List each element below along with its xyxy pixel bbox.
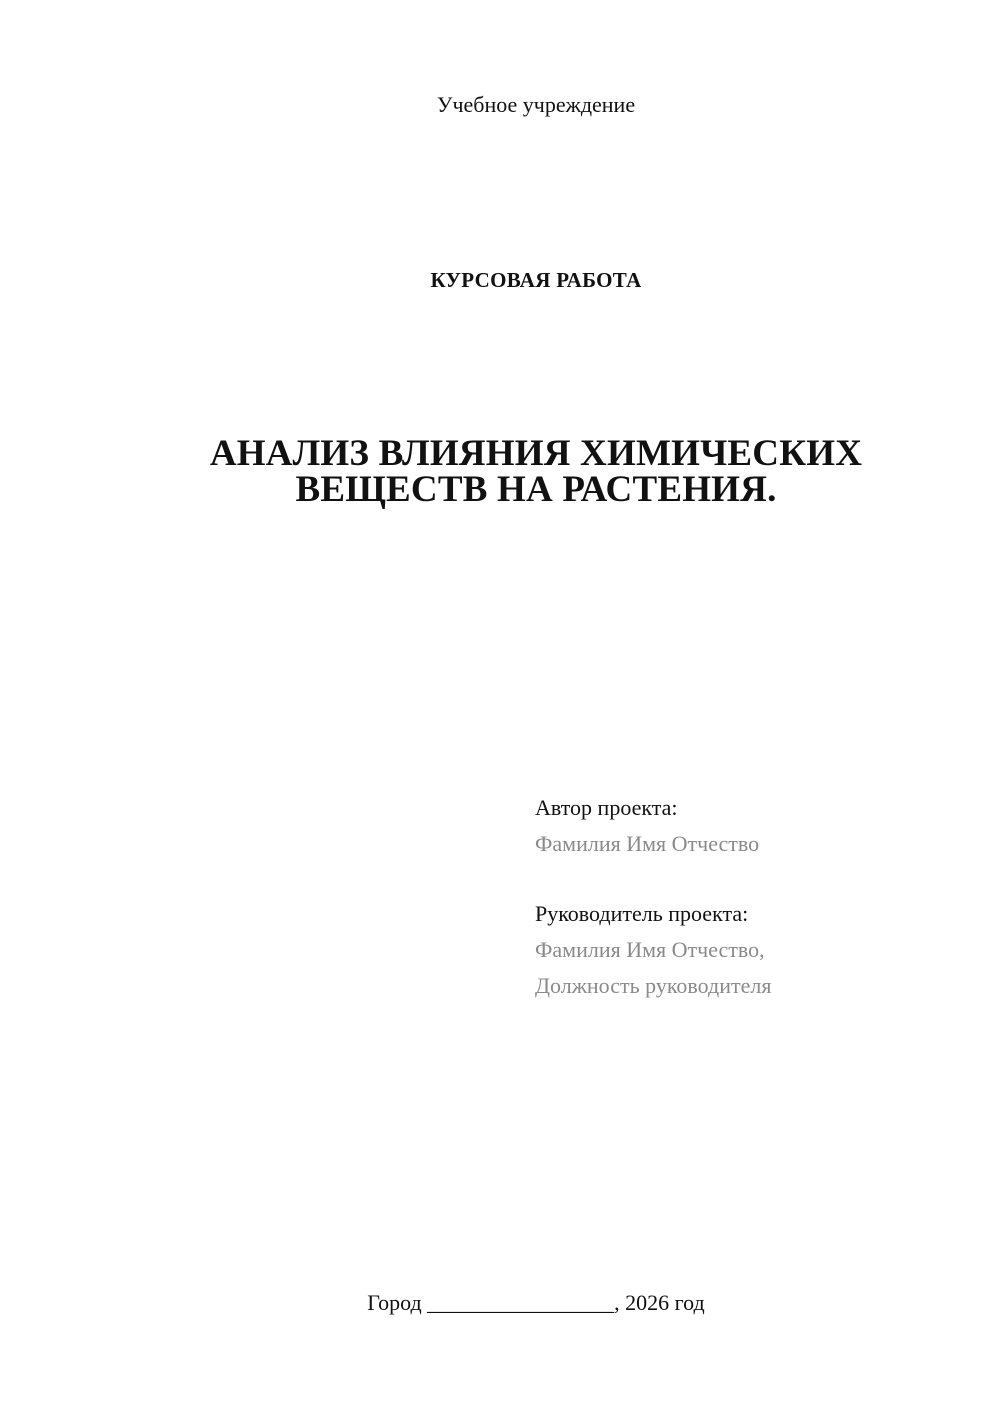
- title-line-2: ВЕЩЕСТВ НА РАСТЕНИЯ.: [295, 469, 777, 510]
- title-line-1: АНАЛИЗ ВЛИЯНИЯ ХИМИЧЕСКИХ: [209, 433, 863, 474]
- credits-block: [535, 790, 975, 1004]
- author-name: Фамилия Имя Отчество: [535, 831, 760, 856]
- author-label: Автор проекта:: [535, 795, 678, 820]
- institution-name: Учебное учреждение: [436, 92, 636, 117]
- supervisor-name: Фамилия Имя Отчество,: [535, 937, 765, 962]
- work-type-heading: КУРСОВАЯ РАБОТА: [430, 268, 642, 292]
- credits-spacer: [535, 862, 975, 896]
- document-title: [150, 433, 922, 510]
- supervisor-position: Должность руководителя: [535, 973, 772, 998]
- city-year-line: Город _________________, 2026 год: [367, 1290, 705, 1315]
- supervisor-label: Руководитель проекта:: [535, 901, 749, 926]
